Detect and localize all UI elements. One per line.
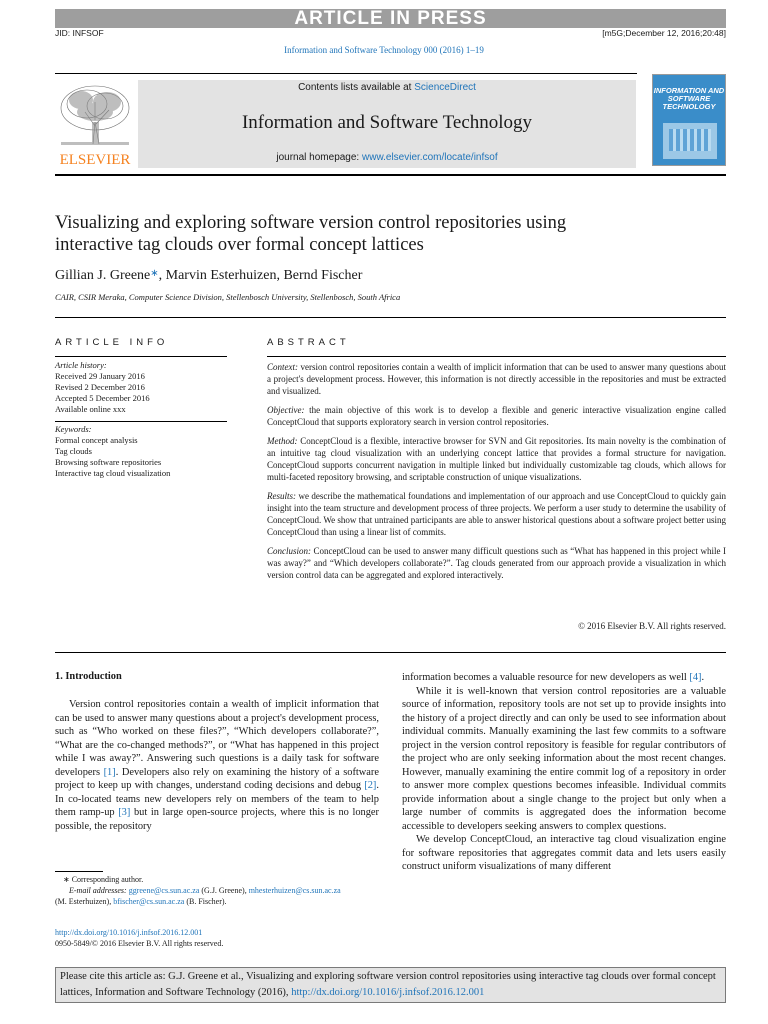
cover-image xyxy=(663,123,717,159)
history-item: Accepted 5 December 2016 xyxy=(55,393,150,403)
footnote: ∗ Corresponding author. E-mail addresses: ggreene@cs.sun.ac.za (G.J. Greene), mhesterhuizen@cs.sun.ac.za (M. Esterhuizen), bfischer@cs.sun.ac.za (B. Fischer). xyxy=(55,875,341,906)
email-link[interactable]: mhesterhuizen@cs.sun.ac.za xyxy=(248,886,341,895)
sciencedirect-link[interactable]: ScienceDirect xyxy=(414,82,476,93)
abstract-heading: ABSTRACT xyxy=(267,337,350,348)
article-info-heading: ARTICLE INFO xyxy=(55,337,169,348)
author-list: Gillian J. Greene∗, Marvin Esterhuizen, Bernd Fischer xyxy=(55,268,363,283)
cite-doi-link[interactable]: http://dx.doi.org/10.1016/j.infsof.2016.12.001 xyxy=(291,987,485,998)
doi-block xyxy=(55,927,223,949)
journal-homepage-link[interactable]: www.elsevier.com/locate/infsof xyxy=(362,152,498,163)
email-link[interactable]: ggreene@cs.sun.ac.za xyxy=(128,886,200,895)
cover-title: INFORMATION AND SOFTWARE TECHNOLOGY xyxy=(653,86,725,111)
abstract-body xyxy=(267,361,726,588)
reference-link[interactable]: [2] xyxy=(364,780,377,791)
keyword-item: Formal concept analysis xyxy=(55,435,138,445)
paragraph: Version control repositories contain a wealth of implicit information that can be used to answer many questions about a project's development process, such as “Who worked on these files?”, “Which developers collaborate?”, “What are the co-changed methods?”, or “What has happened in this project while I was away?”. Answering such questions is a daily task for software developers [1]. Developers also rely on examining the history of a software project to keep up with changes, understand coding decisions and debug [2]. In co-located teams new developers rely on members of the team to help them ramp-up [3] but in large open-source projects, where this is no longer possible, the repository xyxy=(55,699,379,832)
affiliation: CAIR, CSIR Meraka, Computer Science Division, Stellenbosch University, Stellenbosch, South Africa xyxy=(55,292,401,302)
version-stamp: [m5G;December 12, 2016;20:48] xyxy=(602,28,726,38)
title-rule xyxy=(55,317,726,318)
abstract-objective: Objective: the main objective of this work is to develop a flexible and generic interactive visualization engine called ConceptCloud that supports exploratory search in version control repositories. xyxy=(267,405,726,427)
elsevier-logo xyxy=(55,82,135,168)
corresponding-author-link[interactable]: ∗ xyxy=(150,268,159,279)
keyword-item: Tag clouds xyxy=(55,446,92,456)
abstract-conclusion: Conclusion: ConceptCloud can be used to answer many difficult questions such as “What has happened in this project while I was away?” and “Which developers collaborate?”. Tag clouds generated from our approach provide a visualization in which version control data can be aggregated and explored interactively. xyxy=(267,546,726,580)
elsevier-tree-icon xyxy=(55,82,135,168)
issn-line: 0950-5849/© 2016 Elsevier B.V. All rights reserved. xyxy=(55,939,224,948)
journal-cover-thumbnail xyxy=(652,74,726,166)
journal-citation-link[interactable]: Information and Software Technology 000 (2016) 1–19 xyxy=(284,45,484,55)
body-column-left xyxy=(55,698,379,833)
reference-link[interactable]: [3] xyxy=(118,807,131,818)
email-link[interactable]: bfischer@cs.sun.ac.za xyxy=(113,897,185,906)
footnote-rule xyxy=(55,871,103,872)
article-in-press-banner: ARTICLE IN PRESS xyxy=(55,9,726,28)
contents-line: Contents lists available at ScienceDirect xyxy=(298,82,476,93)
reference-link[interactable]: [4] xyxy=(689,672,702,683)
keywords-list: Keywords: Formal concept analysis Tag clouds Browsing software repositories Interactive tag cloud visualization xyxy=(55,424,227,479)
keywords-rule xyxy=(55,421,227,422)
paragraph: We develop ConceptCloud, an interactive tag cloud visualization engine for software repositories that aggregates commit data and lets users easily construct uniform visualizations of many different xyxy=(402,834,726,872)
journal-homepage-line: journal homepage: www.elsevier.com/locate/infsof xyxy=(276,152,498,163)
masthead-top-rule xyxy=(55,73,637,74)
body-rule xyxy=(55,652,726,653)
abstract-context: Context: version control repositories contain a wealth of implicit information that can be used to answer many questions about a project's development process. However, this information is not directly accessible in the repositories and must be extracted and visualized. xyxy=(267,362,726,396)
body-column-right xyxy=(402,671,726,874)
reference-link[interactable]: [1] xyxy=(103,766,116,778)
abstract-rule xyxy=(267,356,726,357)
publisher-wordmark: ELSEVIER xyxy=(59,152,131,168)
history-item: Available online xxx xyxy=(55,404,126,414)
journal-id: JID: INFSOF xyxy=(55,28,104,38)
keyword-item: Interactive tag cloud visualization xyxy=(55,468,171,478)
abstract-results: Results: we describe the mathematical foundations and implementation of our approach and use ConceptCloud to quickly gain insight into the team structure and development process of three projects. We perform a user study to determine the usability of ConceptCloud. We show that untrained participants are able to answer historical questions about a software project better using ConceptCloud than using a linear list of commits. xyxy=(267,491,726,537)
history-item: Received 29 January 2016 xyxy=(55,371,145,381)
article-history: Article history: Received 29 January 2016 Revised 2 December 2016 Accepted 5 December 2016 Available online xxx xyxy=(55,360,227,415)
doi-link[interactable]: http://dx.doi.org/10.1016/j.infsof.2016.12.001 xyxy=(55,928,203,937)
section-heading-introduction: 1. Introduction xyxy=(55,671,122,682)
paragraph: information becomes a valuable resource for new developers as well [4]. xyxy=(402,672,705,683)
paragraph: While it is well-known that version control repositories are a valuable source of information, repository tools are not set up to provide insights into the history of a project directly and can only be used to see information about individual commits. Manually examining the last few commits to a software project in the version control repository is feasible for regular contributors of the project who are only seeking information about the most recent changes. However, manually examining the entire commit log of a repository in order to answer more complex questions becomes infeasible. Individual commits provide information about a single change to the project but only when a large number of commits is aggregated does the information become accessible to developers seeking answers to complex questions. xyxy=(402,685,726,832)
journal-title: Information and Software Technology xyxy=(241,112,533,133)
masthead-bottom-rule xyxy=(55,174,726,176)
history-item: Revised 2 December 2016 xyxy=(55,382,145,392)
keyword-item: Browsing software repositories xyxy=(55,457,162,467)
abstract-copyright: © 2016 Elsevier B.V. All rights reserved. xyxy=(578,621,726,631)
article-info-rule xyxy=(55,356,227,357)
author-name: Gillian J. Greene xyxy=(55,268,151,283)
cite-this-article-box: Please cite this article as: G.J. Greene et al., Visualizing and exploring software version control repositories using interactive tag clouds over formal concept lattices, Information and Software Technology (2016), http://dx.doi.org/10.1016/j.infsof.2016.12.001 xyxy=(55,967,726,1003)
article-title: Visualizing and exploring software version control repositories using interactive tag clouds over formal concept lattices xyxy=(55,213,567,255)
abstract-method: Method: ConceptCloud is a flexible, interactive browser for SVN and Git repositories. Its main novelty is the combination of an intuitive tag cloud visualization with an underlying concept lattice that provides a formal structure for navigation. ConceptCloud supports concurrent navigation in multiple linked but individually customizable tag clouds, which allows for multi-faceted repository browsing, and scriptable construction of unique visualizations. xyxy=(267,436,726,482)
